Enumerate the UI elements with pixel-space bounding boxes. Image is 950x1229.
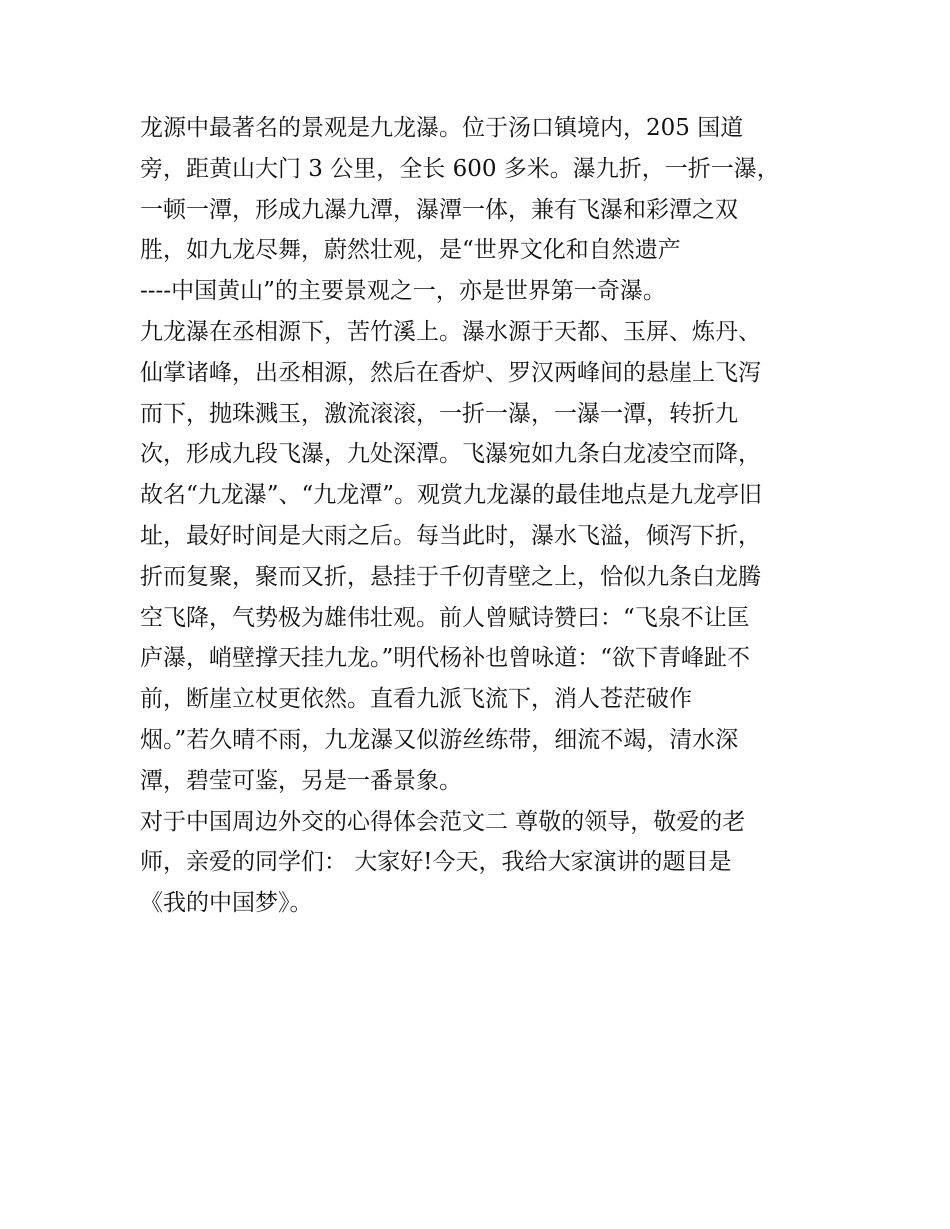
text-line: 折而复聚，聚而又折，悬挂于千仞青壁之上，恰似九条白龙腾 xyxy=(140,563,761,590)
text-line: 龙源中最著名的景观是九龙瀑。位于汤口镇境内，205 国道 xyxy=(140,115,744,141)
text-line: 烟。”若久晴不雨，九龙瀑又似游丝练带，细流不竭，清水深 xyxy=(140,726,739,753)
text-line: 旁，距黄山大门 3 公里，全长 600 多米。瀑九折，一折一瀑， xyxy=(140,155,780,182)
text-line: 九龙瀑在丞相源下，苦竹溪上。瀑水源于天都、玉屏、炼丹、 xyxy=(140,318,761,345)
text-line: 一顿一潭，形成九瀑九潭，瀑潭一体，兼有飞瀑和彩潭之双 xyxy=(140,196,738,223)
text-line: 前，断崖立杖更依然。直看九派飞流下，消人苍茫破作 xyxy=(140,686,692,713)
text-line: 仙掌诸峰，出丞相源，然后在香炉、罗汉两峰间的悬崖上飞泻 xyxy=(140,359,761,386)
text-line: ----中国黄山”的主要景观之一，亦是世界第一奇瀑。 xyxy=(140,278,666,305)
text-line: 次，形成九段飞瀑，九处深潭。飞瀑宛如九条白龙凌空而降， xyxy=(140,441,761,468)
body-text xyxy=(140,108,820,924)
text-line: 《我的中国梦》。 xyxy=(140,890,313,917)
text-line: 空飞降，气势极为雄伟壮观。前人曾赋诗赞曰：“飞泉不让匡 xyxy=(140,604,750,631)
text-line: 而下，抛珠溅玉，激流滚滚，一折一瀑，一瀑一潭，转折九 xyxy=(140,400,738,427)
text-line: 潭，碧莹可鉴，另是一番景象。 xyxy=(140,767,462,794)
text-line: 故名“九龙瀑”、“九龙潭”。观赏九龙瀑的最佳地点是九龙亭旧 xyxy=(140,482,763,509)
text-line: 庐瀑，峭壁撑天挂九龙。”明代杨补也曾咏道：“欲下青峰趾不 xyxy=(140,645,751,672)
text-line: 胜，如九龙尽舞，蔚然壮观，是“世界文化和自然遗产 xyxy=(140,237,681,264)
text-line: 师，亲爱的同学们： 大家好!今天，我给大家演讲的题目是 xyxy=(140,849,732,876)
text-line: 对于中国周边外交的心得体会范文二 尊敬的领导，敬爱的老 xyxy=(140,808,746,835)
text-line: 址，最好时间是大雨之后。每当此时，瀑水飞溢，倾泻下折， xyxy=(140,522,761,549)
